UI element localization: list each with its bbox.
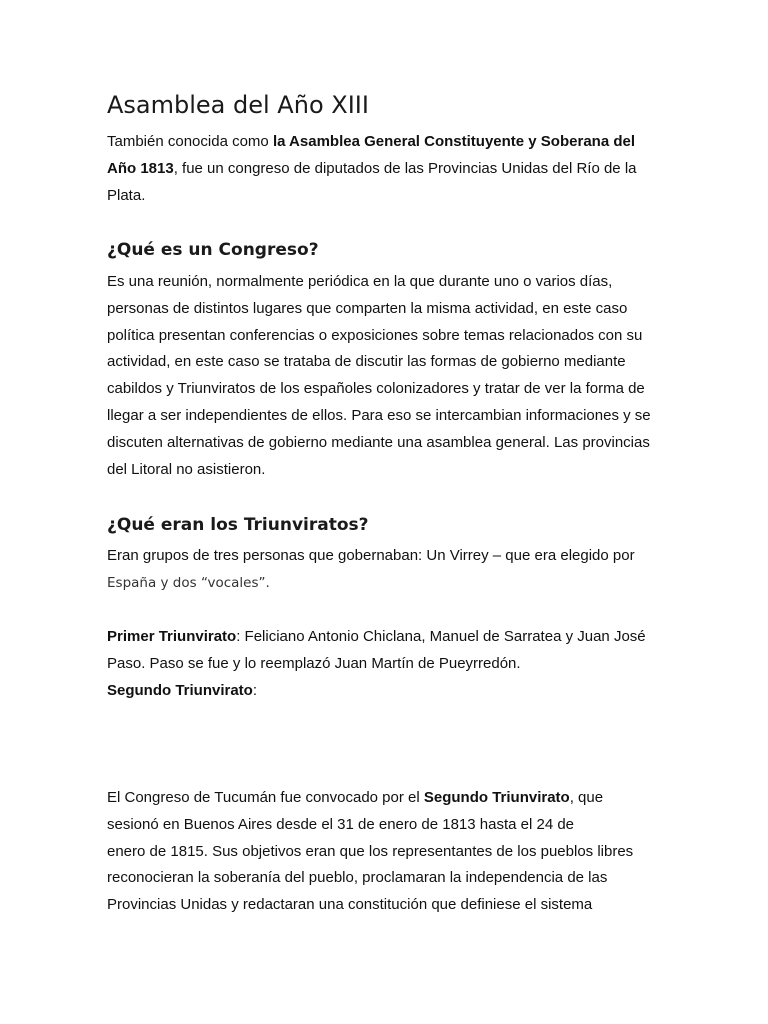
intro-line-1	[107, 129, 667, 156]
intro-line-3: Plata.	[107, 186, 146, 204]
primer-line-1	[107, 624, 667, 651]
congreso-line: cabildos y Triunviratos de los españoles colonizadores y tratar de ver la forma de	[107, 380, 645, 398]
congreso-line: del Litoral no asistieron.	[107, 460, 266, 478]
intro-text: También conocida como	[107, 133, 273, 150]
congreso-line: Es una reunión, normalmente periódica en la que durante uno o varios días,	[107, 273, 613, 290]
triunviratos-heading: ¿Qué eran los Triunviratos?	[107, 515, 369, 535]
congreso-paragraph	[107, 269, 667, 483]
intro-line-2	[107, 156, 667, 183]
tucuman-line-1	[107, 785, 667, 812]
tucuman-line: enero de 1815. Sus objetivos eran que los representantes de los pueblos libres	[107, 842, 634, 860]
congreso-heading: ¿Qué es un Congreso?	[107, 240, 319, 260]
intro-text: , fue un congreso de diputados de las Provincias Unidas del Río de la	[173, 159, 637, 177]
segundo-line	[107, 678, 667, 705]
tucuman-text: El Congreso de Tucumán fue convocado por el	[107, 789, 424, 806]
tucuman-line: sesionó en Buenos Aires desde el 31 de enero de 1813 hasta el 24 de	[107, 815, 575, 833]
intro-paragraph	[107, 129, 667, 209]
congreso-line: política presentan conferencias o exposiciones sobre temas relacionados con su	[107, 326, 643, 344]
tucuman-line: reconocieran la soberanía del pueblo, proclamaran la independencia de las	[107, 869, 608, 887]
tucuman-line: Provincias Unidas y redactaran una constitución que definiese el sistema	[107, 896, 593, 914]
primer-text: : Feliciano Antonio Chiclana, Manuel de Sarratea y Juan José	[236, 628, 646, 645]
triunviratos-paragraph	[107, 543, 667, 597]
primer-triunvirato-paragraph	[107, 624, 667, 704]
segundo-text: :	[252, 681, 258, 699]
triunviratos-line-2: España y dos “vocales”.	[107, 574, 270, 591]
document-title: Asamblea del Año XIII	[107, 91, 369, 119]
intro-bold-year: Año 1813	[107, 159, 174, 177]
intro-bold-text: la Asamblea General Constituyente y Soberana del	[272, 133, 636, 150]
primer-line-2: Paso. Paso se fue y lo reemplazó Juan Martín de Pueyrredón.	[107, 654, 521, 672]
primer-label: Primer Triunvirato	[107, 628, 237, 645]
tucuman-bold-text: Segundo Triunvirato	[423, 789, 570, 806]
triunviratos-line-1: Eran grupos de tres personas que gobernaban: Un Virrey – que era elegido por	[107, 547, 635, 564]
segundo-label: Segundo Triunvirato	[107, 681, 253, 699]
congreso-line: discuten alternativas de gobierno mediante una asamblea general. Las provincias	[107, 433, 650, 451]
congreso-line: actividad, en este caso se trataba de discutir las formas de gobierno mediante	[107, 353, 626, 371]
congreso-line: personas de distintos lugares que comparten la misma actividad, en este caso	[107, 299, 628, 317]
congreso-line: llegar a ser independientes de ellos. Para eso se intercambian informaciones y se	[107, 406, 651, 424]
tucuman-text: , que	[569, 789, 604, 806]
tucuman-paragraph	[107, 785, 667, 919]
